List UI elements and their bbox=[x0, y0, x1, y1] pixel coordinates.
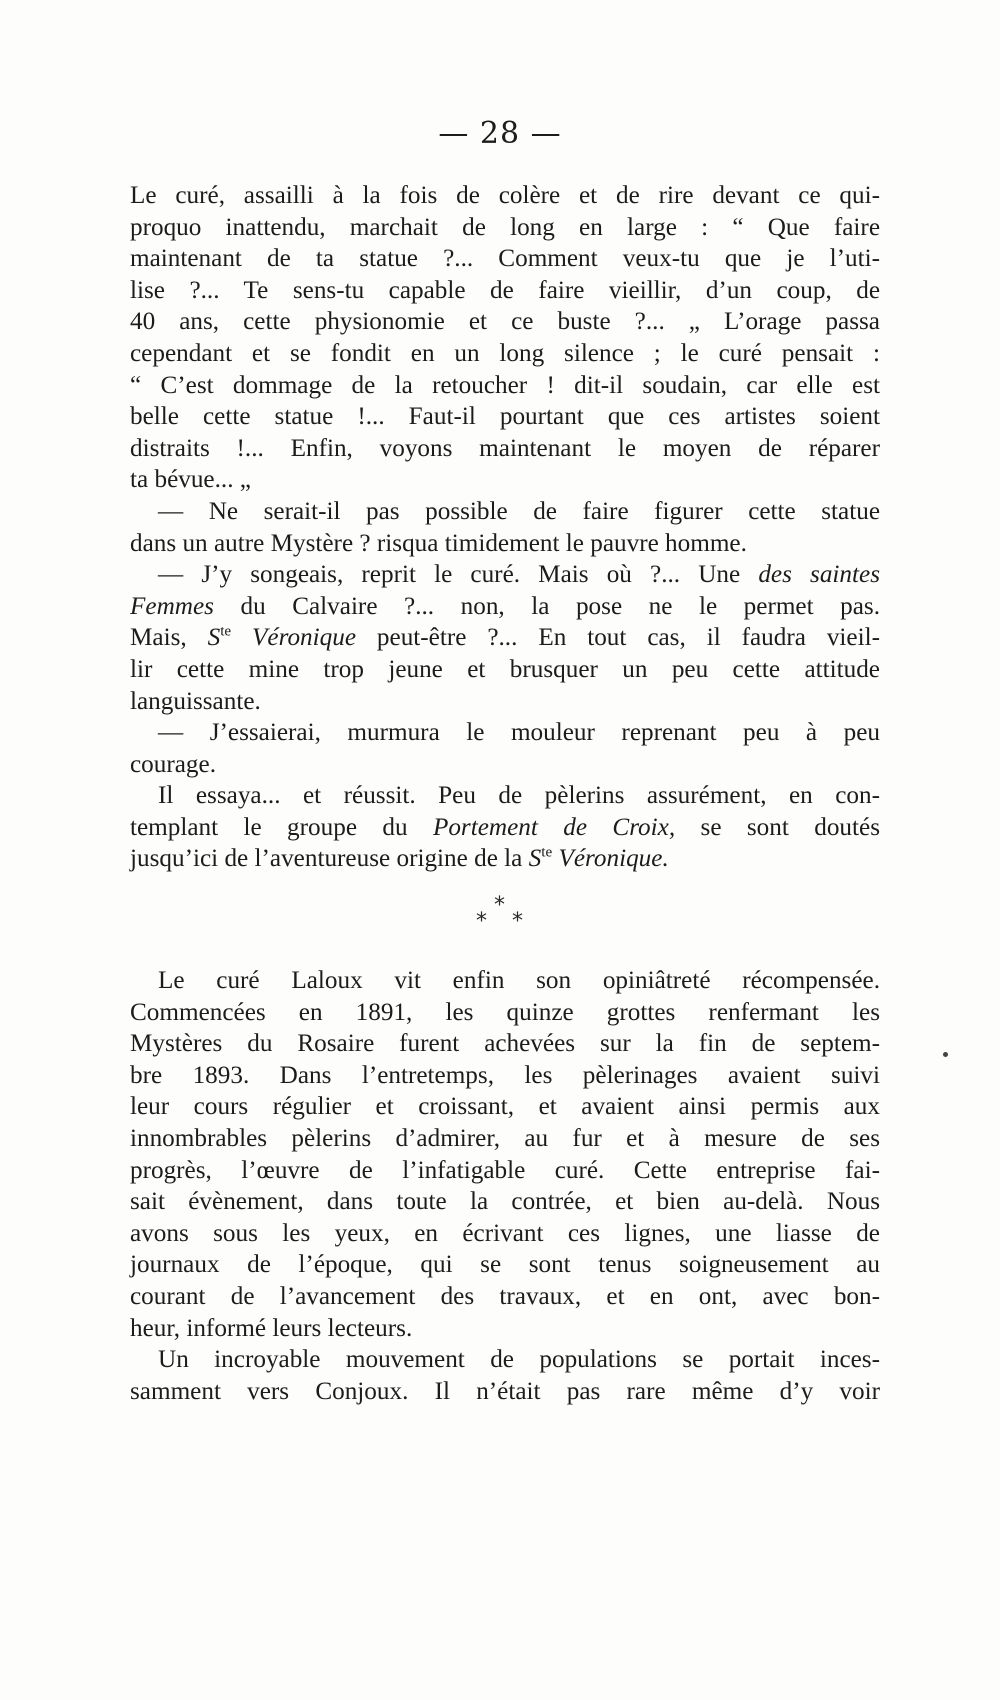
text-line: cependant et se fondit en un long silence ; le curé pensait : bbox=[130, 339, 880, 367]
spacer bbox=[130, 875, 880, 895]
text-line: sait évènement, dans toute la contrée, et bien au-delà. Nous bbox=[130, 1188, 880, 1216]
italic-saint-abbrev: S bbox=[528, 845, 542, 873]
text-line: progrès, l’œuvre de l’infatigable curé. Cette entreprise fai- bbox=[130, 1156, 880, 1184]
text-line: avons sous les yeux, en écrivant ces lignes, une liasse de bbox=[130, 1219, 880, 1247]
paragraph-5 bbox=[130, 780, 880, 875]
paragraph-2 bbox=[130, 496, 880, 559]
text-run: — J’y songeais, reprit le curé. Mais où ?... Une bbox=[158, 561, 759, 589]
text-line: — Ne serait-il pas possible de faire figurer cette statue bbox=[158, 497, 880, 525]
italic-title: Portement de Croix, bbox=[432, 813, 676, 841]
text-run: peut-être ?... En tout cas, il faudra vieil- bbox=[356, 624, 880, 652]
text-line: courant de l’avancement des travaux, et en ont, avec bon- bbox=[130, 1283, 880, 1310]
paragraph-6 bbox=[130, 965, 880, 1344]
spacer bbox=[130, 941, 880, 965]
ink-speck bbox=[943, 1052, 948, 1057]
text-line: courage. bbox=[130, 750, 217, 778]
text-line: proquo inattendu, marchait de long en large : “ Que faire bbox=[130, 213, 880, 241]
text-line: “ C’est dommage de la retoucher ! dit-il soudain, car elle est bbox=[130, 371, 880, 399]
paragraph-3 bbox=[130, 559, 880, 717]
asterisk-icon: * bbox=[512, 909, 523, 935]
text-line: maintenant de ta statue ?... Comment veux-tu que je l’uti- bbox=[130, 245, 880, 273]
italic-title: Véronique. bbox=[552, 845, 669, 873]
text-line: — J’essaierai, murmura le mouleur reprenant peu à peu bbox=[158, 719, 880, 747]
body-text bbox=[130, 180, 880, 1407]
text-line: 40 ans, cette physionomie et ce buste ?... „ L’orage passa bbox=[130, 308, 880, 336]
text-line: journaux de l’époque, qui se sont tenus soigneusement au bbox=[130, 1251, 880, 1279]
text-run: Mais, bbox=[130, 624, 208, 652]
asterisk-icon: * bbox=[476, 909, 487, 935]
paragraph-1 bbox=[130, 180, 880, 496]
text-line: Mystères du Rosaire furent achevées sur la fin de septem- bbox=[130, 1030, 880, 1058]
text-line bbox=[130, 843, 880, 875]
text-line: distraits !... Enfin, voyons maintenant le moyen de réparer bbox=[130, 434, 880, 462]
text-line: Le curé Laloux vit enfin son opiniâtreté récompensée. bbox=[158, 967, 880, 995]
text-line: leur cours régulier et croissant, et avaient ainsi permis aux bbox=[130, 1093, 880, 1121]
page-number: — 28 — bbox=[438, 116, 562, 151]
text-line: ta bévue... „ bbox=[130, 466, 251, 494]
asterism-separator bbox=[130, 895, 880, 941]
paragraph-7 bbox=[130, 1344, 880, 1407]
italic-title: Femmes bbox=[130, 592, 214, 620]
text-line: lir cette mine trop jeune et brusquer un peu cette attitude bbox=[130, 655, 880, 683]
text-line: Le curé, assailli à la fois de colère et de rire devant ce qui- bbox=[130, 182, 880, 209]
text-line: samment vers Conjoux. Il n’était pas rare même d’y voir bbox=[130, 1377, 880, 1405]
text-line: languissante. bbox=[130, 687, 261, 715]
superscript-te: te bbox=[541, 845, 553, 862]
text-run: templant le groupe du bbox=[130, 813, 433, 841]
text-run: se sont doutés bbox=[675, 813, 880, 841]
text-line: bre 1893. Dans l’entretemps, les pèlerinages avaient suivi bbox=[130, 1061, 880, 1089]
italic-title: Véronique bbox=[231, 624, 356, 652]
text-line bbox=[130, 812, 880, 844]
text-line: heur, informé leurs lecteurs. bbox=[130, 1314, 413, 1342]
text-line: Il essaya... et réussit. Peu de pèlerins assurément, en con- bbox=[158, 782, 880, 810]
text-line: lise ?... Te sens-tu capable de faire vieillir, d’un coup, de bbox=[130, 276, 880, 304]
text-line: innombrables pèlerins d’admirer, au fur et à mesure de ses bbox=[130, 1125, 880, 1153]
text-line: Un incroyable mouvement de populations se portait inces- bbox=[158, 1346, 880, 1374]
text-line: dans un autre Mystère ? risqua timidement le pauvre homme. bbox=[130, 529, 747, 557]
superscript-te: te bbox=[220, 623, 232, 640]
paragraph-4 bbox=[130, 717, 880, 780]
text-line bbox=[130, 622, 880, 654]
text-line: belle cette statue !... Faut-il pourtant que ces artistes soient bbox=[130, 403, 880, 431]
text-run: jusqu’ici de l’aventureuse origine de la bbox=[130, 845, 529, 873]
text-line: Commencées en 1891, les quinze grottes renfermant les bbox=[130, 998, 880, 1026]
italic-title: des saintes bbox=[758, 561, 881, 589]
text-line bbox=[130, 559, 880, 591]
text-line bbox=[130, 591, 880, 623]
text-run: du Calvaire ?... non, la pose ne le permet pas. bbox=[213, 592, 880, 620]
italic-saint-abbrev: S bbox=[207, 624, 221, 652]
asterisk-icon: * bbox=[494, 893, 505, 919]
